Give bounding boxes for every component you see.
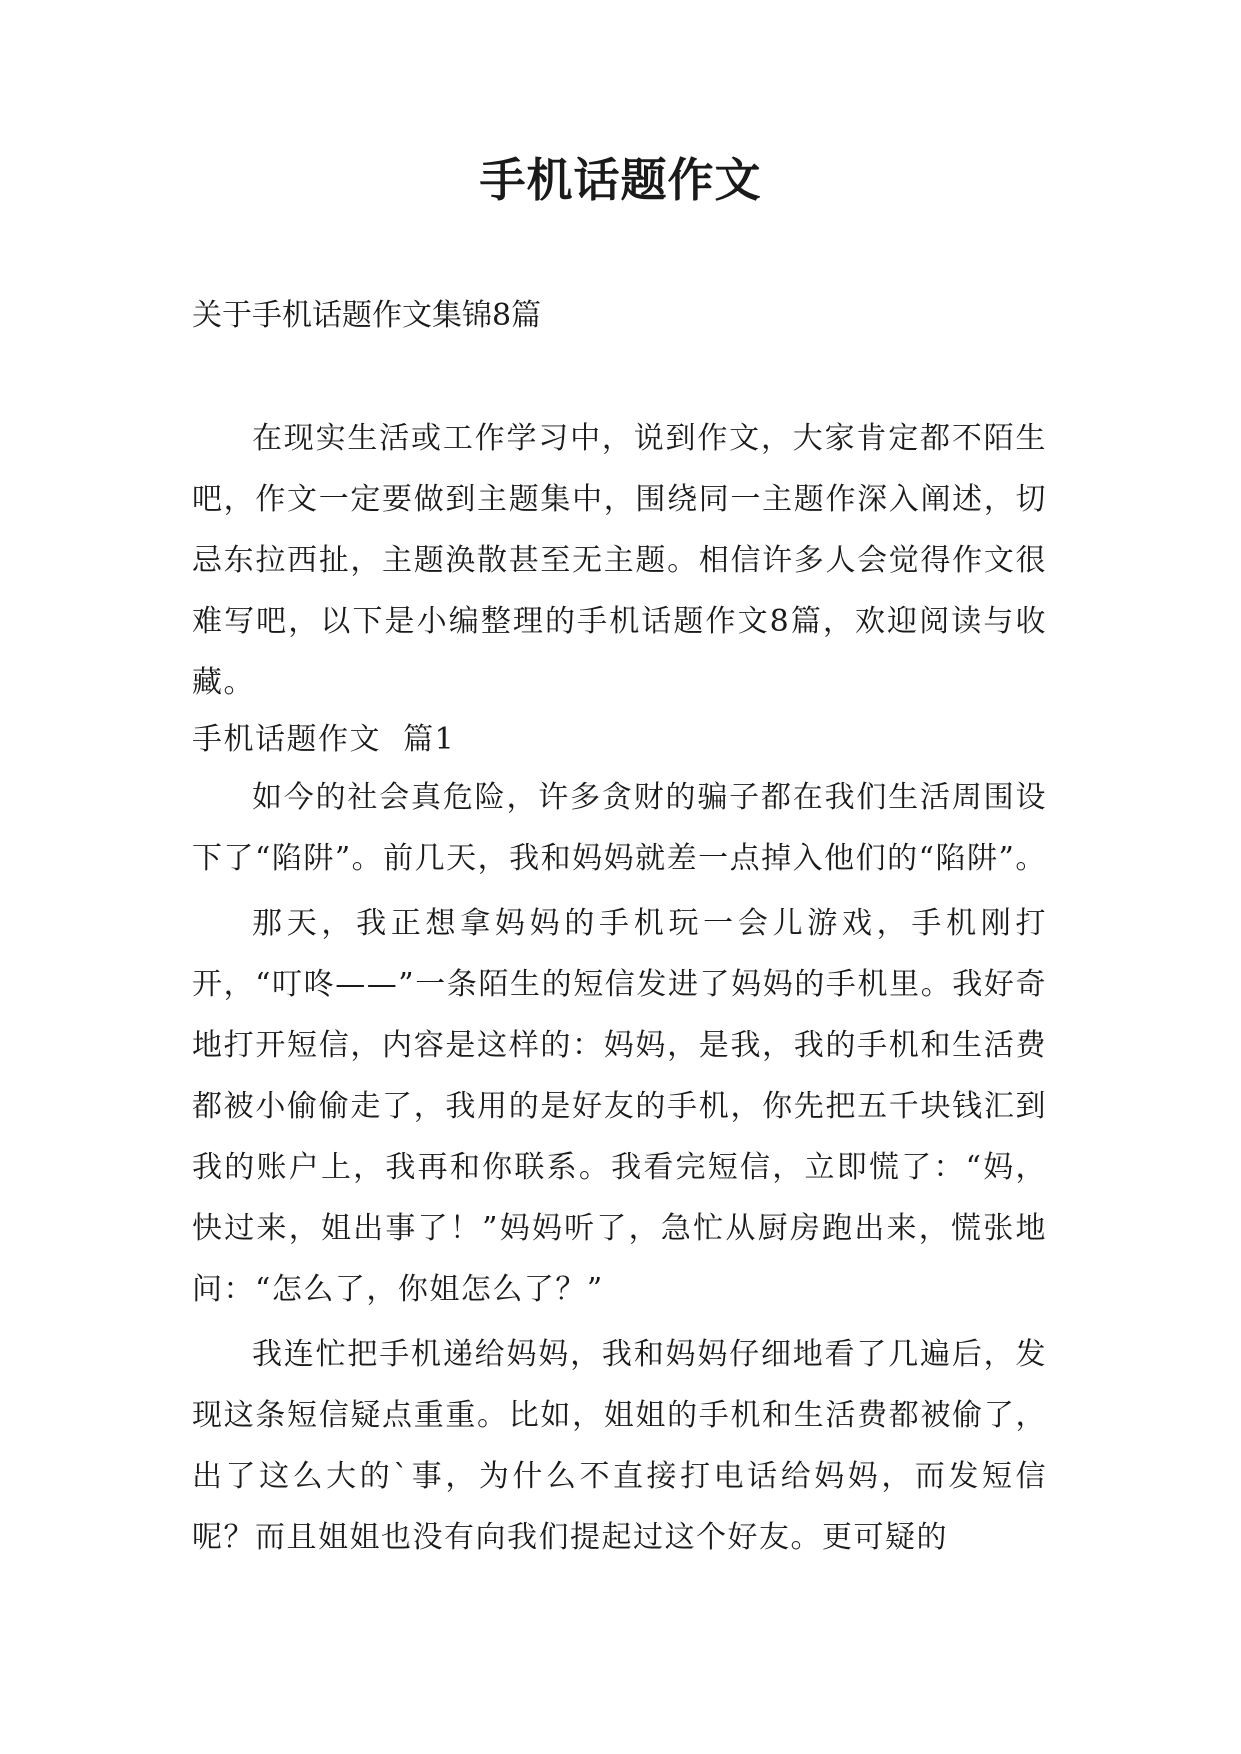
body-paragraph: 那天，我正想拿妈妈的手机玩一会儿游戏，手机刚打开，“叮咚——”一条陌生的短信发进了妈妈的手机里。我好奇地打开短信，内容是这样的：妈妈，是我，我的手机和生活费都被小偷偷走了，我用的是好友的手机，你先把五千块钱汇到我的账户上，我再和你联系。我看完短信，立即慌了：“妈，快过来，姐出事了！”妈妈听了，急忙从厨房跑出来，慌张地问：“怎么了，你姐怎么了？” (192, 906, 1047, 1307)
document-body (192, 408, 1047, 1568)
document-subtitle: 关于手机话题作文集锦8篇 (192, 298, 542, 333)
section-heading: 手机话题作文 篇1 (192, 722, 456, 757)
body-paragraph: 我连忙把手机递给妈妈，我和妈妈仔细地看了几遍后，发现这条短信疑点重重。比如，姐姐的手机和生活费都被偷了，出了这么大的`事，为什么不直接打电话给妈妈，而发短信呢？而且姐姐也没有向我们提起过这个好友。更可疑的 (192, 1337, 1047, 1555)
document-title: 手机话题作文 (479, 153, 762, 207)
intro-paragraph: 在现实生活或工作学习中，说到作文，大家肯定都不陌生吧，作文一定要做到主题集中，围绕同一主题作深入阐述，切忌东拉西扯，主题涣散甚至无主题。相信许多人会觉得作文很难写吧，以下是小编整理的手机话题作文8篇，欢迎阅读与收藏。 (192, 421, 1047, 700)
body-paragraph: 如今的社会真危险，许多贪财的骗子都在我们生活周围设下了“陷阱”。前几天，我和妈妈就差一点掉入他们的“陷阱”。 (192, 780, 1047, 876)
